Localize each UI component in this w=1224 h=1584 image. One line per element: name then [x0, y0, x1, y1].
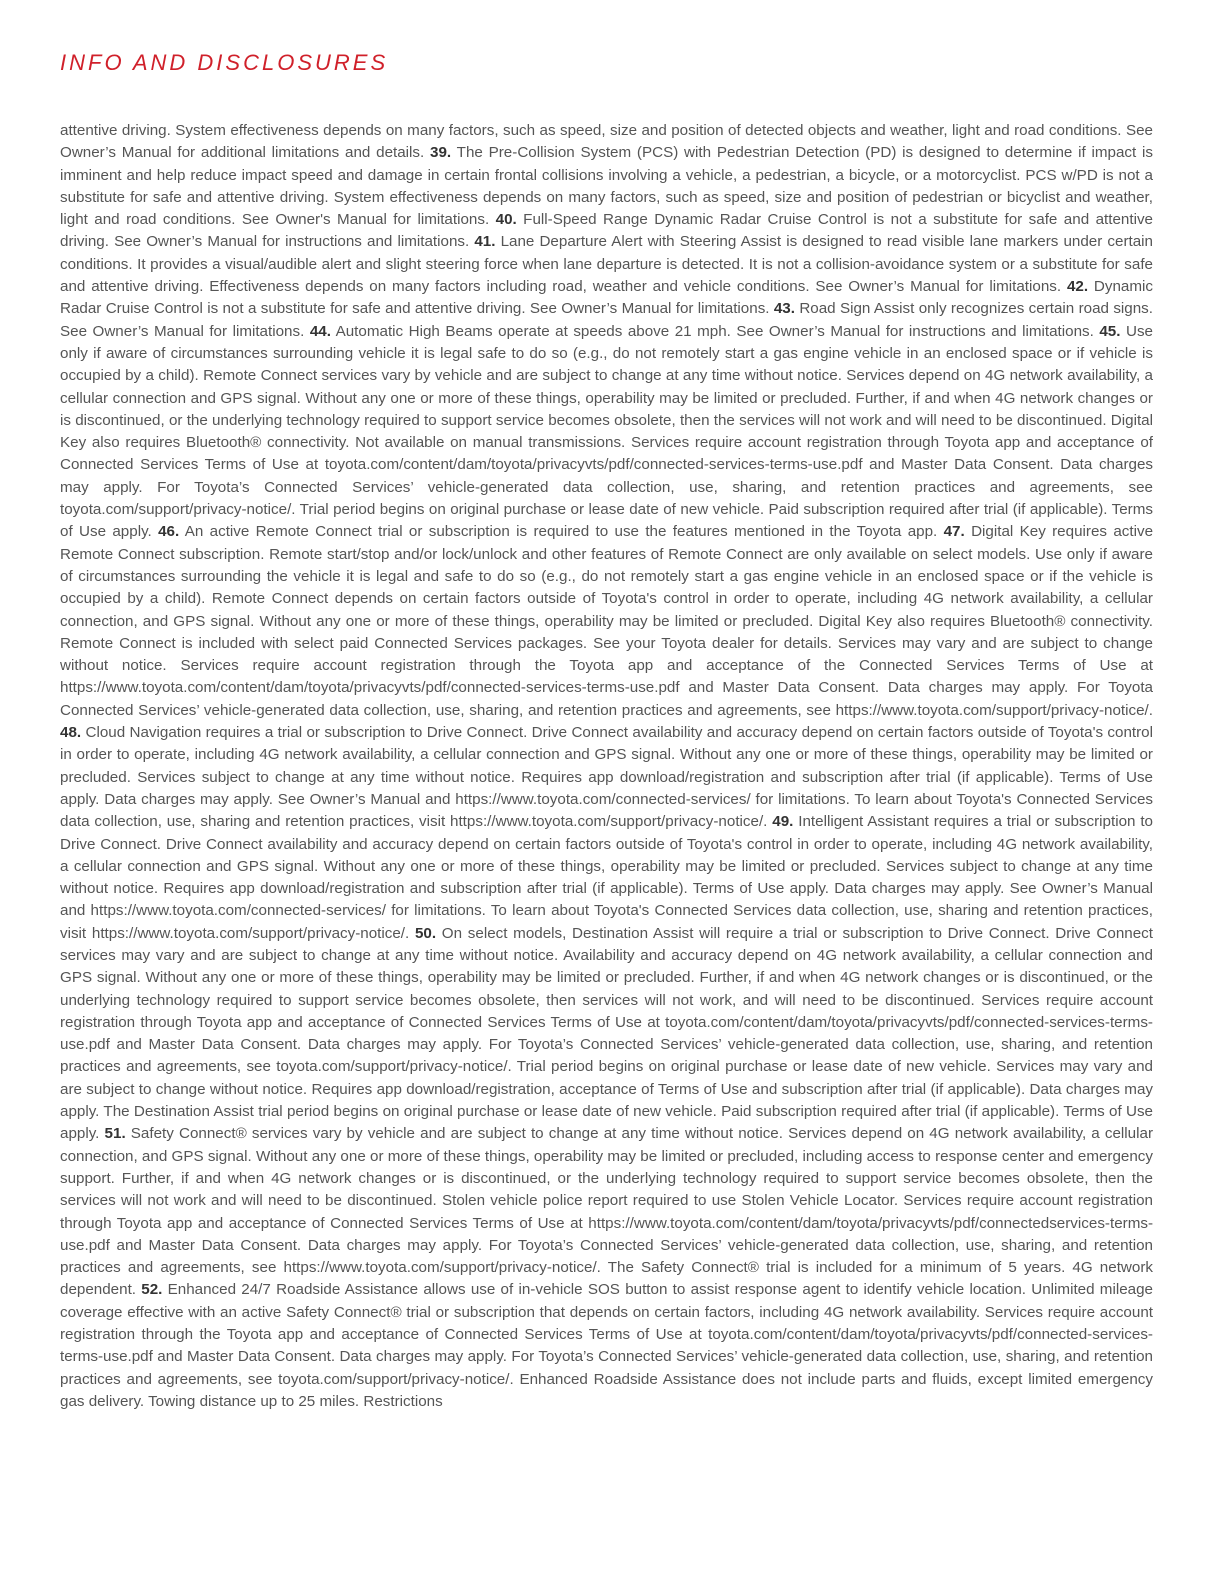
footnote-number: 47.: [943, 523, 965, 541]
footnote-text: Dynamic Radar Cruise Control is not a substitute for safe and attentive driving. See Owner’s Manual for limitations.: [60, 278, 1153, 318]
footnote-text: On select models, Destination Assist will require a trial or subscription to Drive Connect. Drive Connect services may vary and are subject to change at any time without notice. Availability and accuracy depend on 4G network availability, a cellular connection and GPS signal. Without any one or more of these things, operability may be limited or precluded. Further, if and when 4G network changes or is discontinued, or the underlying technology required to support service becomes obsolete, then services will not work, and will need to be discontinued. Services require account registration through Toyota app and acceptance of Connected Services Terms of Use at toyota.com/content/dam/toyota/privacyvts/pdf/connected-services-terms-use.pdf and Master Data Consent. Data charges may apply. For Toyota’s Connected Services’ vehicle-generated data collection, use, sharing, and retention practices and agreements, see toyota.com/support/privacy-notice/. Trial period begins on original purchase or lease date of new vehicle. Services may vary and are subject to change without notice. Requires app download/registration, acceptance of Terms of Use and subscription after trial (if applicable). Data charges may apply. The Destination Assist trial period begins on original purchase or lease date of new vehicle. Paid subscription required after trial (if applicable). Terms of Use apply.: [60, 924, 1153, 1143]
footnote-number: 41.: [474, 233, 496, 251]
footnote-number: 42.: [1066, 278, 1089, 296]
footnote-text: Digital Key requires active Remote Connect subscription. Remote start/stop and/or lock/unlock and other features of Remote Connect are only available on select models. Use only if aware of circumstances surrounding the vehicle it is legal and safe to do so (e.g., do not remotely start a gas engine vehicle in an enclosed space or if the vehicle is occupied by a child). Remote Connect depends on certain factors outside of Toyota's control in order to operate, including 4G network availability, a cellular connection, and GPS signal. Without any one or more of these things, operability may be limited or precluded. Digital Key also requires Bluetooth® connectivity. Remote Connect is included with select paid Connected Services packages. See your Toyota dealer for details. Services may vary and are subject to change without notice. Services require account registration through the Toyota app and acceptance of the Connected Services Terms of Use at https://www.toyota.com/content/dam/toyota/privacyvts/pdf/connected-services-terms-use.pdf and Master Data Consent. Data charges may apply. For Toyota Connected Services’ vehicle-generated data collection, use, sharing, and retention practices and agreements, see https://www.toyota.com/support/privacy-notice/.: [60, 523, 1154, 719]
disclosure-paragraph: [60, 120, 1153, 1413]
footnote-text: Safety Connect® services vary by vehicle and are subject to change at any time without notice. Services depend on 4G network availability, a cellular connection, and GPS signal. Without any one or more of these things, operability may be limited or precluded, including access to response center and emergency support. Further, if and when 4G network changes or is discontinued, or the underlying technology required to support service becomes obsolete, then the services will not work and will need to be discontinued. Stolen vehicle police report required to use Stolen Vehicle Locator. Services require account registration through Toyota app and acceptance of Connected Services Terms of Use at https://www.toyota.com/content/dam/toyota/privacyvts/pdf/connectedservices-terms-use.pdf and Master Data Consent. Data charges may apply. For Toyota’s Connected Services’ vehicle-generated data collection, use, sharing, and retention practices and agreements, see https://www.toyota.com/support/privacy-notice/. The Safety Connect® trial is included for a minimum of 5 years. 4G network dependent.: [60, 1125, 1154, 1299]
footnote-number: 39.: [430, 144, 452, 162]
footnote-number: 44.: [309, 322, 331, 340]
footnote-number: 40.: [495, 211, 517, 229]
footnote-text: Intelligent Assistant requires a trial or subscription to Drive Connect. Drive Connect availability and accuracy depend on certain factors outside of Toyota's control in order to operate, including 4G network availability, a cellular connection and GPS signal. Without any one or more of these things, operability may be limited or precluded. Services subject to change at any time without notice. Requires app download/registration and subscription after trial (if applicable). Terms of Use apply. Data charges may apply. See Owner’s Manual and https://www.toyota.com/connected-services/ for limitations. To learn about Toyota's Connected Services data collection, use, sharing and retention practices, visit https://www.toyota.com/support/privacy-notice/.: [60, 813, 1153, 942]
footnote-text: The Pre-Collision System (PCS) with Pedestrian Detection (PD) is designed to determine if impact is imminent and help reduce impact speed and damage in certain frontal collisions involving a vehicle, a pedestrian, a bicycle, or a motorcyclist. PCS w/PD is not a substitute for safe and attentive driving. System effectiveness depends on many factors, such as speed, size and position of pedestrian or bicyclist and weather, light and road conditions. See Owner's Manual for limitations.: [60, 144, 1153, 229]
footnote-text: Enhanced 24/7 Roadside Assistance allows use of in-vehicle SOS button to assist response agent to identify vehicle location. Unlimited mileage coverage effective with an active Safety Connect® trial or subscription that depends on certain factors, including 4G network availability. Services require account registration through the Toyota app and acceptance of Connected Services Terms of Use at toyota.com/content/dam/toyota/privacyvts/pdf/connected-services-terms-use.pdf and Master Data Consent. Data charges may apply. For Toyota’s Connected Services’ vehicle-generated data collection, use, sharing, and retention practices and agreements, see toyota.com/support/privacy-notice/. Enhanced Roadside Assistance does not include parts and fluids, except limited emergency gas delivery. Towing distance up to 25 miles. Restrictions: [60, 1281, 1153, 1410]
footnote-number: 50.: [414, 924, 437, 942]
footnote-number: 48.: [60, 724, 82, 742]
footnote-text: Full-Speed Range Dynamic Radar Cruise Control is not a substitute for safe and attentive driving. See Owner’s Manual for instructions and limitations.: [60, 211, 1153, 251]
page-title: INFO AND DISCLOSURES: [60, 50, 389, 75]
footnote-number: 52.: [141, 1281, 163, 1299]
footnote-text: Lane Departure Alert with Steering Assist is designed to read visible lane markers under certain conditions. It provides a visual/audible alert and slight steering force when lane departure is detected. It is not a collision-avoidance system or a substitute for safe and attentive driving. Effectiveness depends on many factors including road, weather and vehicle conditions. See Owner’s Manual for limitations.: [60, 233, 1154, 296]
footnote-number: 46.: [158, 523, 180, 541]
footnote-text: attentive driving. System effectiveness depends on many factors, such as speed, size and position of detected objects and weather, light and road conditions. See Owner’s Manual for additional limitations and details.: [60, 122, 1153, 162]
footnote-number: 51.: [104, 1125, 126, 1143]
footnote-text: Automatic High Beams operate at speeds above 21 mph. See Owner’s Manual for instructions and limitations.: [330, 322, 1100, 340]
footnote-number: 43.: [773, 300, 795, 318]
footnote-text: Road Sign Assist only recognizes certain road signs. See Owner’s Manual for limitations.: [60, 300, 1153, 340]
footnote-text: An active Remote Connect trial or subscription is required to use the features mentioned in the Toyota app.: [179, 523, 944, 541]
footnote-text: Cloud Navigation requires a trial or subscription to Drive Connect. Drive Connect availability and accuracy depend on certain factors outside of Toyota's control in order to operate, including 4G network availability, a cellular connection and GPS signal. Without any one or more of these things, operability may be limited or precluded. Services subject to change at any time without notice. Requires app download/registration and subscription after trial (if applicable). Terms of Use apply. Data charges may apply. See Owner’s Manual and https://www.toyota.com/connected-services/ for limitations. To learn about Toyota's Connected Services data collection, use, sharing and retention practices, visit https://www.toyota.com/support/privacy-notice/.: [60, 724, 1153, 831]
footnote-number: 49.: [772, 813, 794, 831]
footnote-text: Use only if aware of circumstances surrounding vehicle it is legal safe to do so (e.g., do not remotely start a gas engine vehicle in an enclosed space or if vehicle is occupied by a child). Remote Connect services vary by vehicle and are subject to change at any time without notice. Services depend on 4G network availability, a cellular connection and GPS signal. Without any one or more of these things, operability may be limited or precluded. Further, if and when 4G network changes or is discontinued, or the underlying technology required to support service becomes obsolete, then the services will not work and will need to be discontinued. Digital Key also requires Bluetooth® connectivity. Not available on manual transmissions. Services require account registration through Toyota app and acceptance of Connected Services Terms of Use at toyota.com/content/dam/toyota/privacyvts/pdf/connected-services-terms-use.pdf and Master Data Consent. Data charges may apply. For Toyota’s Connected Services’ vehicle-generated data collection, use, sharing, and retention practices and agreements, see toyota.com/support/privacy-notice/. Trial period begins on original purchase or lease date of new vehicle. Paid subscription required after trial (if applicable). Terms of Use apply.: [60, 322, 1153, 541]
footnote-number: 45.: [1099, 322, 1121, 340]
